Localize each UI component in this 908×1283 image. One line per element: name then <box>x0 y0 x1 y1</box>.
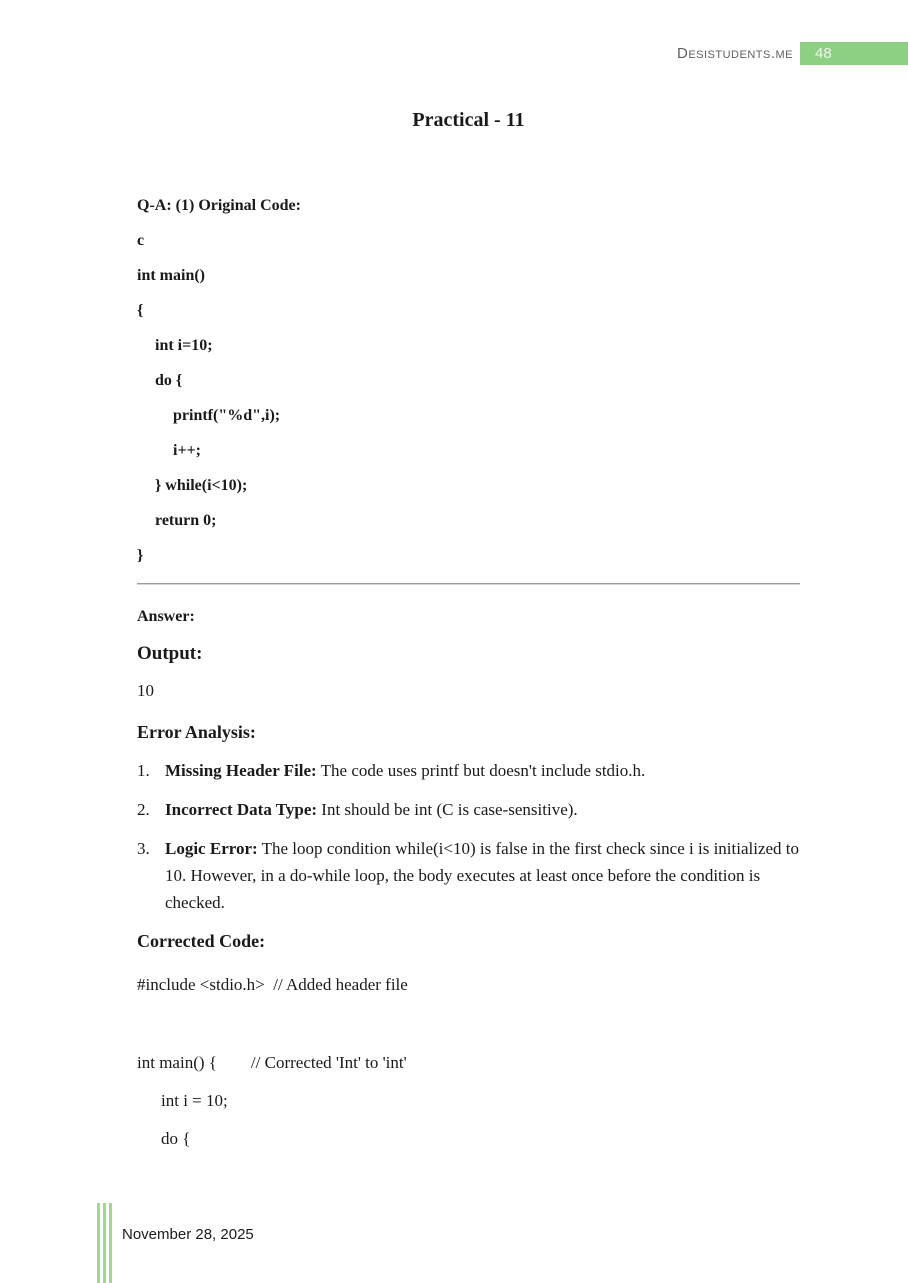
code-line: return 0; <box>155 512 217 529</box>
page-edge-decoration <box>97 1203 115 1283</box>
code-line: int i = 10; <box>161 1091 228 1110</box>
list-item-body <box>165 835 800 916</box>
green-bar <box>97 1203 100 1283</box>
list-item-body <box>165 796 800 823</box>
list-item <box>137 835 800 916</box>
list-item-text: Int should be int (C is case-sensitive). <box>317 800 578 819</box>
list-item <box>137 757 800 784</box>
code-line: c <box>137 232 145 249</box>
list-item-body <box>165 757 800 784</box>
answer-label: Answer: <box>137 608 195 625</box>
footer-date: November 28, 2025 <box>122 1226 254 1243</box>
code-line: int main() { // Corrected 'Int' to 'int' <box>137 1053 407 1072</box>
output-label: Output: <box>137 643 203 664</box>
code-line: do { <box>161 1129 191 1148</box>
list-item-text: The loop condition while(i<10) is false in the first check since i is initialized to 10. However, in a do-while loop, the body executes at least once before the condition is checked. <box>165 839 800 912</box>
list-item-label: Logic Error: <box>165 839 258 858</box>
code-line: #include <stdio.h> // Added header file <box>137 975 408 994</box>
section-divider <box>137 583 800 585</box>
code-line: } <box>137 547 144 564</box>
list-item-text: The code uses printf but doesn't include stdio.h. <box>316 761 646 780</box>
corrected-code-block <box>137 966 800 1158</box>
code-line: i++; <box>173 442 202 459</box>
list-item-label: Missing Header File: <box>165 761 317 780</box>
green-bar <box>103 1203 106 1283</box>
site-name: Desistudents.me <box>676 45 793 62</box>
list-item-number: 3. <box>137 839 150 858</box>
error-analysis-heading: Error Analysis: <box>137 722 256 742</box>
question-heading: Q-A: (1) Original Code: <box>137 197 301 214</box>
original-code-block <box>137 188 800 573</box>
list-item-number: 2. <box>137 800 150 819</box>
list-item-label: Incorrect Data Type: <box>165 800 318 819</box>
list-item <box>137 796 800 823</box>
corrected-code-heading: Corrected Code: <box>137 931 266 951</box>
code-line: int main() <box>137 267 205 284</box>
code-line: printf("%d",i); <box>173 407 281 424</box>
code-line: int i=10; <box>155 337 213 354</box>
code-line: { <box>137 302 144 319</box>
green-bar <box>109 1203 112 1283</box>
page-number-badge: 48 <box>800 42 908 65</box>
output-value: 10 <box>137 681 154 700</box>
list-item-number: 1. <box>137 761 150 780</box>
error-list <box>137 757 800 916</box>
code-line: do { <box>155 372 183 389</box>
page-title: Practical - 11 <box>412 109 525 131</box>
code-line: } while(i<10); <box>155 477 248 494</box>
